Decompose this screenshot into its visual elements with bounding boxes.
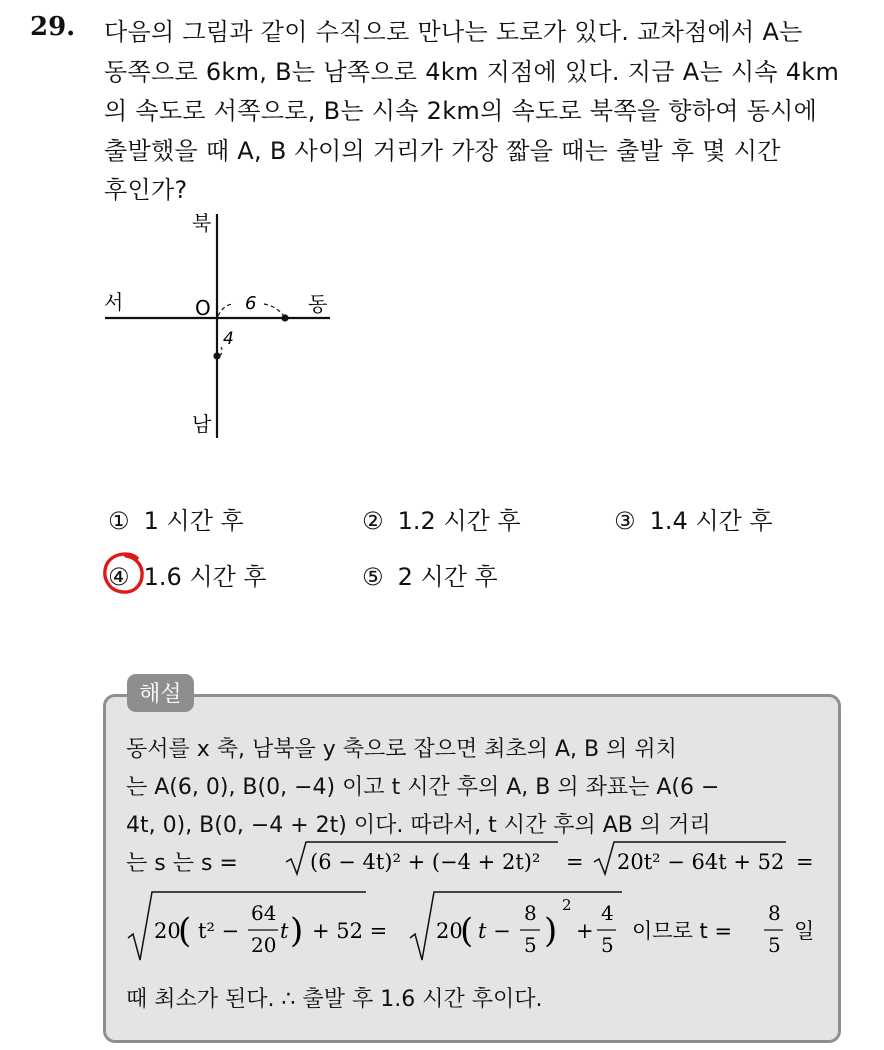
point-a xyxy=(281,314,288,321)
solution-line-2: 는 A(6, 0), B(0, −4) 이고 t 시간 후의 A, B 의 좌표는 A(6 − xyxy=(126,775,720,800)
choice-5[interactable] xyxy=(362,557,498,592)
choice-3[interactable] xyxy=(614,501,773,536)
question-line-2: 동쪽으로 6km, B는 남쪽으로 4km 지점에 있다. 지금 A는 시속 4km xyxy=(104,58,840,86)
road-diagram xyxy=(100,206,340,446)
solution-line-3: 4t, 0), B(0, −4 + 2t) 이다. 따라서, t 시간 후의 AB 의 거리 xyxy=(126,813,711,838)
frac2-den: 5 xyxy=(524,933,537,957)
therefore-t: 이므로 t = xyxy=(632,919,733,943)
t-var: t xyxy=(280,919,289,943)
frac4-num: 8 xyxy=(768,901,781,925)
solution-line-4-math xyxy=(284,838,824,878)
choice-1[interactable] xyxy=(108,501,244,536)
coef-20-b: 20 xyxy=(436,919,463,943)
solution-line-5-math xyxy=(126,886,826,966)
south-label: 남 xyxy=(192,412,212,436)
origin-label: O xyxy=(195,296,211,320)
coef-20: 20 xyxy=(154,919,181,943)
t-minus: t − xyxy=(478,919,511,943)
radical-1-expr: (6 − 4t)² + (−4 + 2t)² xyxy=(310,850,541,874)
choice-text: 1.2 시간 후 xyxy=(397,507,521,535)
paren-open: ( xyxy=(178,911,192,951)
east-label: 동 xyxy=(308,292,328,316)
frac4-den: 5 xyxy=(768,933,781,957)
radical-2-expr: 20t² − 64t + 52 xyxy=(617,850,785,874)
choice-number: ① xyxy=(108,507,130,535)
plus: + xyxy=(576,919,594,943)
paren-close: ) xyxy=(290,911,304,951)
east-distance-label: 6 xyxy=(245,293,257,314)
t-squared: t² − xyxy=(198,919,240,943)
choice-number: ⑤ xyxy=(362,563,384,591)
il: 일 xyxy=(794,919,815,943)
west-label: 서 xyxy=(104,290,124,314)
point-b xyxy=(213,352,220,359)
frac-den: 20 xyxy=(251,933,277,957)
choice-number: ② xyxy=(362,507,384,535)
paren-open-2: ( xyxy=(460,911,474,951)
solution-line-1: 동서를 x 축, 남북을 y 축으로 잡으면 최초의 A, B 의 위치 xyxy=(126,737,677,762)
paren-close-2: ) xyxy=(544,911,558,951)
dimension-arc-east-2 xyxy=(264,304,284,316)
choice-2[interactable] xyxy=(362,501,521,536)
frac-num: 64 xyxy=(251,901,277,925)
choice-text: 2 시간 후 xyxy=(397,563,498,591)
question-line-1: 다음의 그림과 같이 수직으로 만나는 도로가 있다. 교차점에서 A는 xyxy=(104,18,803,46)
question-line-3: 의 속도로 서쪽으로, B는 시속 2km의 속도로 북쪽을 향하여 동시에 xyxy=(104,97,818,125)
dimension-arc-east xyxy=(218,304,234,316)
solution-line-4-prefix: 는 s 는 s = xyxy=(126,851,238,876)
choice-text: 1 시간 후 xyxy=(143,507,244,535)
frac3-den: 5 xyxy=(601,933,614,957)
question-line-4: 출발했을 때 A, B 사이의 거리가 가장 짧을 때는 출발 후 몇 시간 xyxy=(104,137,781,165)
south-distance-label: 4 xyxy=(223,329,234,349)
question-number: 29. xyxy=(30,12,76,42)
north-label: 북 xyxy=(192,211,212,235)
frac3-num: 4 xyxy=(601,901,614,925)
question-line-5: 후인가? xyxy=(104,176,188,204)
choice-number: ④ xyxy=(108,563,130,591)
equals-2: = xyxy=(796,850,814,874)
solution-line-6: 때 최소가 된다. ∴ 출발 후 1.6 시간 후이다. xyxy=(126,987,543,1012)
equals-1: = xyxy=(566,850,584,874)
square-exp: 2 xyxy=(562,896,572,914)
solution-tag: 해설 xyxy=(127,674,194,712)
choice-text: 1.4 시간 후 xyxy=(649,507,773,535)
plus-52: + 52 = xyxy=(312,919,388,943)
choice-number: ③ xyxy=(614,507,636,535)
choice-text: 1.6 시간 후 xyxy=(143,563,267,591)
choice-4[interactable] xyxy=(108,557,267,592)
frac2-num: 8 xyxy=(524,901,537,925)
